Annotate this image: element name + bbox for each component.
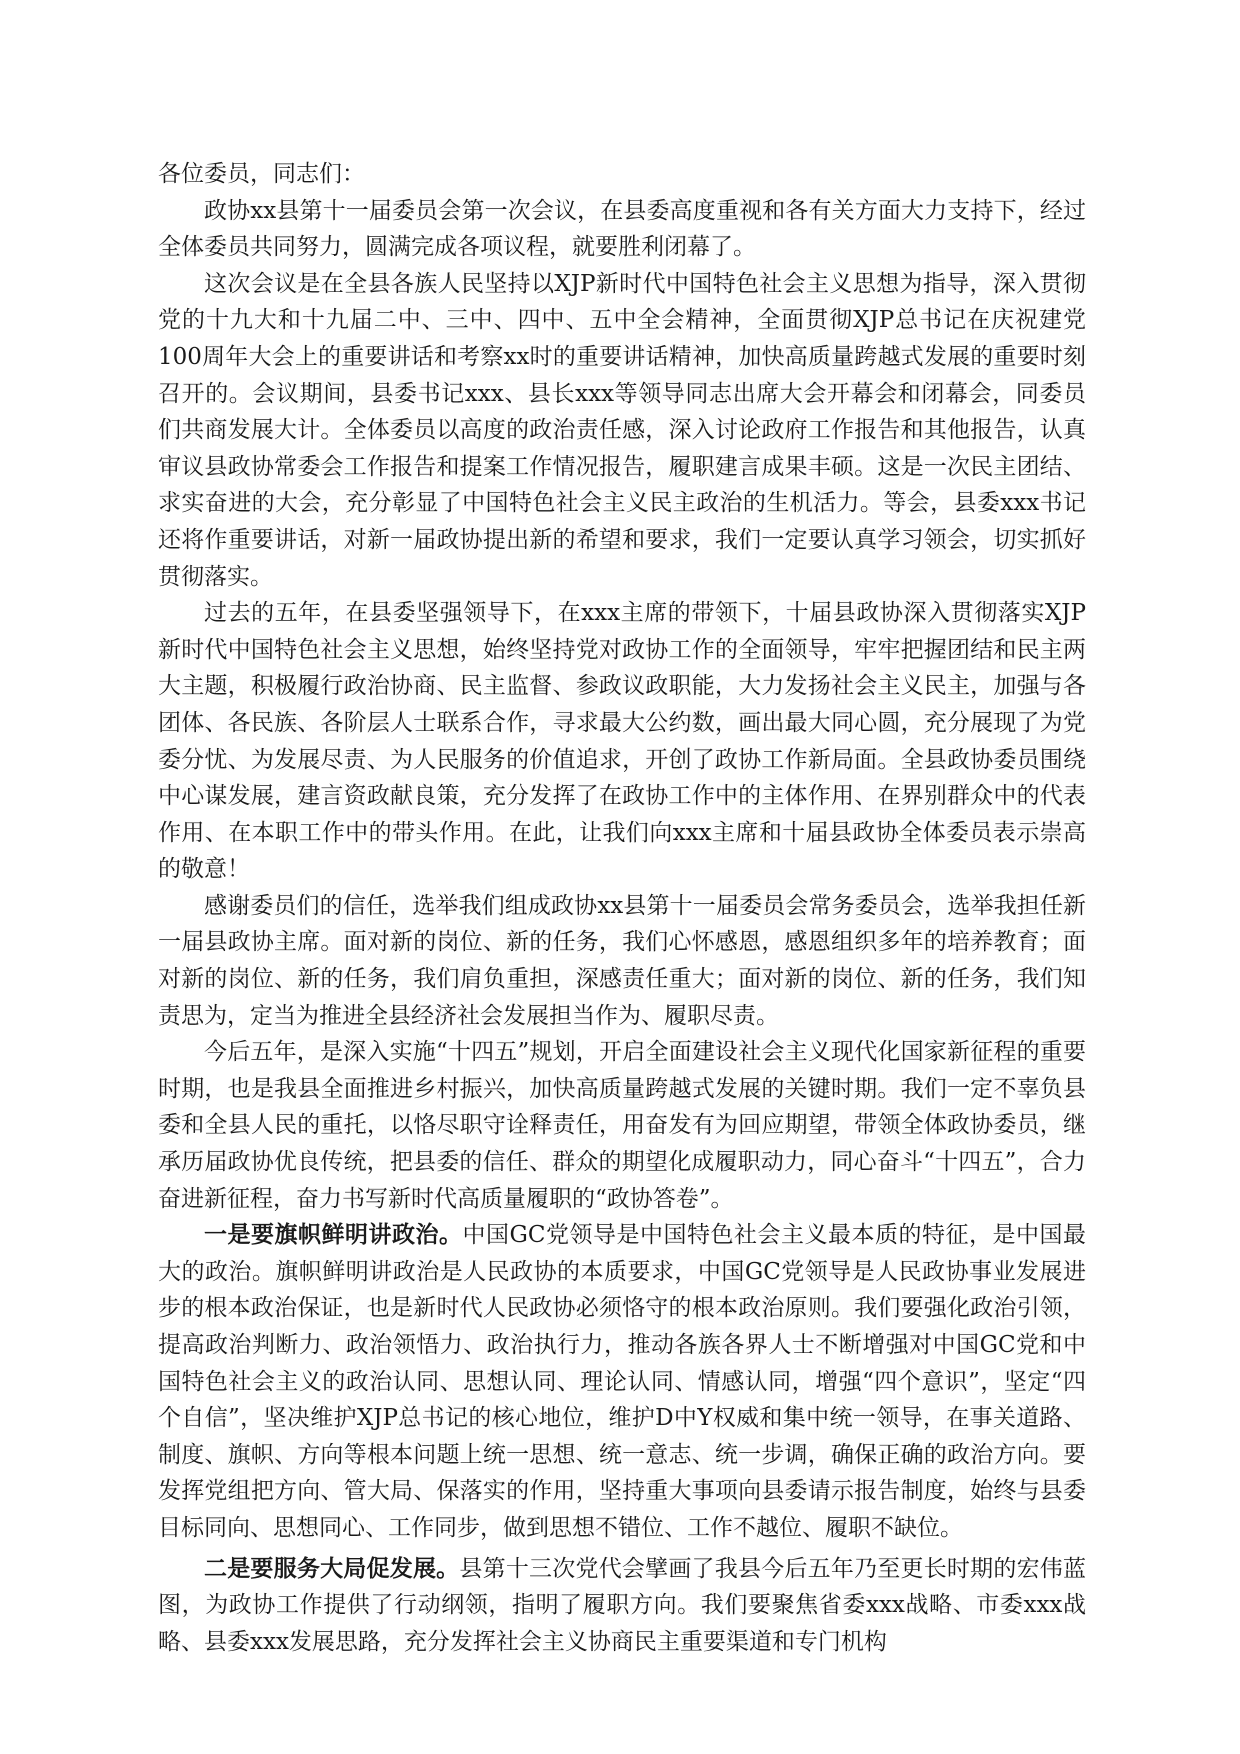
paragraph-text: 政协xx县第十一届委员会第一次会议，在县委高度重视和各有关方面大力支持下，经过全体委员共同努力，圆满完成各项议程，就要胜利闭幕了。 xyxy=(158,197,1086,261)
document-page xyxy=(158,156,1086,1660)
paragraph-text: 今后五年，是深入实施“十四五”规划，开启全面建设社会主义现代化国家新征程的重要时期，也是我县全面推进乡村振兴，加快高质量跨越式发展的关键时期。我们一定不辜负县委和全县人民的重托，以恪尽职守诠释责任，用奋发有为回应期望，带领全体政协委员，继承历届政协优良传统，把县委的信任、群众的期望化成履职动力，同心奋斗“十四五”，合力奋进新征程，奋力书写新时代高质量履职的“政协答卷”。 xyxy=(158,1039,1086,1212)
paragraph-next-five-years xyxy=(158,1034,1086,1217)
paragraph-text: 县第十三次党代会擘画了我县今后五年乃至更长时期的宏伟蓝图，为政协工作提供了行动纲领，指明了履职方向。我们要聚焦省委xxx战略、市委xxx战略、县委xxx发展思路，充分发挥社会主义协商民主重要渠道和专门机构 xyxy=(158,1555,1087,1655)
paragraph-lead-heading: 二是要服务大局促发展。 xyxy=(204,1554,460,1582)
paragraph-point-two xyxy=(158,1551,1086,1661)
paragraph-point-one xyxy=(158,1217,1086,1546)
paragraph-text: 这次会议是在全县各族人民坚持以XJP新时代中国特色社会主义思想为指导，深入贯彻党的十九大和十九届二中、三中、四中、五中全会精神，全面贯彻XJP总书记在庆祝建党100周年大会上的重要讲话和考察xx时的重要讲话精神，加快高质量跨越式发展的重要时刻召开的。会议期间，县委书记xxx、县长xxx等领导同志出席大会开幕会和闭幕会，同委员们共商发展大计。全体委员以高度的政治责任感，深入讨论政府工作报告和其他报告，认真审议县政协常委会工作报告和提案工作情况报告，履职建言成果丰硕。这是一次民主团结、求实奋进的大会，充分彰显了中国特色社会主义民主政治的生机活力。等会，县委xxx书记还将作重要讲话，对新一届政协提出新的希望和要求，我们一定要认真学习领会，切实抓好贯彻落实。 xyxy=(158,270,1086,590)
paragraph-meeting xyxy=(158,266,1086,595)
paragraph-thanks xyxy=(158,888,1086,1034)
paragraph-text: 感谢委员们的信任，选举我们组成政协xx县第十一届委员会常务委员会，选举我担任新一届县政协主席。面对新的岗位、新的任务，我们心怀感恩，感恩组织多年的培养教育；面对新的岗位、新的任务，我们肩负重担，深感责任重大；面对新的岗位、新的任务，我们知责思为，定当为推进全县经济社会发展担当作为、履职尽责。 xyxy=(158,892,1086,1029)
paragraph-opening xyxy=(158,193,1086,266)
salutation: 各位委员，同志们： xyxy=(158,161,365,187)
paragraph-lead-heading: 一是要旗帜鲜明讲政治。 xyxy=(204,1221,463,1249)
paragraph-past-five-years xyxy=(158,595,1086,888)
paragraph-text: 中国GC党领导是中国特色社会主义最本质的特征，是中国最大的政治。旗帜鲜明讲政治是人民政协的本质要求，中国GC党领导是人民政协事业发展进步的根本政治保证，也是新时代人民政协必须恪守的根本政治原则。我们要强化政治引领，提高政治判断力、政治领悟力、政治执行力，推动各族各界人士不断增强对中国GC党和中国特色社会主义的政治认同、思想认同、理论认同、情感认同，增强“四个意识”，坚定“四个自信”，坚决维护XJP总书记的核心地位，维护D中Y权威和集中统一领导，在事关道路、制度、旗帜、方向等根本问题上统一思想、统一意志、统一步调，确保正确的政治方向。要发挥党组把方向、管大局、保落实的作用，坚持重大事项向县委请示报告制度，始终与县委目标同向、思想同心、工作同步，做到思想不错位、工作不越位、履职不缺位。 xyxy=(158,1222,1086,1541)
paragraph-text: 过去的五年，在县委坚强领导下，在xxx主席的带领下，十届县政协深入贯彻落实XJP新时代中国特色社会主义思想，始终坚持党对政协工作的全面领导，牢牢把握团结和民主两大主题，积极履行政治协商、民主监督、参政议政职能，大力发扬社会主义民主，加强与各团体、各民族、各阶层人士联系合作，寻求最大公约数，画出最大同心圆，充分展现了为党委分忧、为发展尽责、为人民服务的价值追求，开创了政协工作新局面。全县政协委员围绕中心谋发展，建言资政献良策，充分发挥了在政协工作中的主体作用、在界别群众中的代表作用、在本职工作中的带头作用。在此，让我们向xxx主席和十届县政协全体委员表示崇高的敬意！ xyxy=(158,600,1086,883)
